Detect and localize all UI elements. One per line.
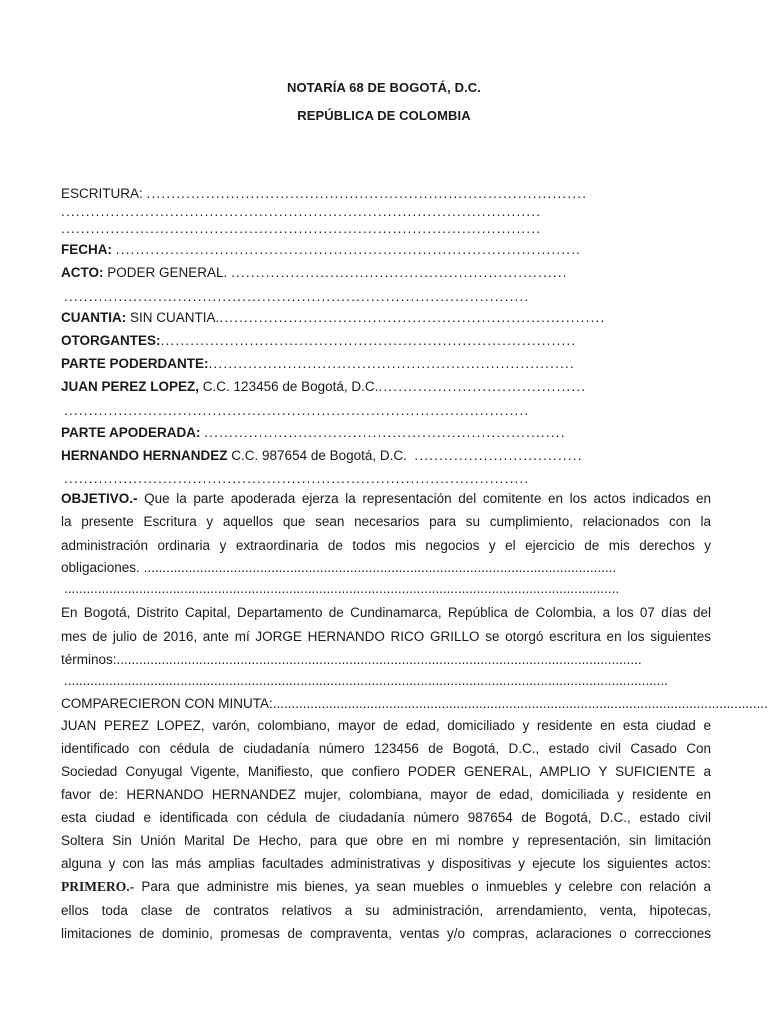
primero-label: PRIMERO.-: [61, 879, 135, 894]
otorgantes-line: OTORGANTES:....................................................................................: [61, 333, 577, 348]
poderdante-label: PARTE PODERDANTE:: [61, 356, 209, 371]
acto-label: ACTO:: [61, 265, 104, 280]
fecha-line: FECHA: ..............................................................................................: [61, 242, 582, 257]
poderdante-id: C.C. 123456 de Bogotá, D.C.: [202, 379, 379, 394]
comparecieron-line: COMPARECIERON CON MINUTA:....................................................................................................................................: [61, 696, 768, 711]
comparecieron-line-2: identificado con cédula de ciudadanía número 123456 de Bogotá, D.C., estado civil Casado Con: [61, 741, 711, 756]
comparecieron-line-5: esta ciudad e identificada con cédula de ciudadanía número 987654 de Bogotá, D.C., estado civil: [61, 810, 711, 825]
otorgantes-label: OTORGANTES:: [61, 333, 161, 348]
escritura-label: ESCRITURA:: [61, 186, 143, 201]
primero-line-1: PRIMERO.- Para que administre mis bienes, ya sean muebles o inmuebles y celebre con relación a: [61, 879, 711, 894]
notary-title: NOTARÍA 68 DE BOGOTÁ, D.C.: [286, 80, 481, 95]
comparecieron-line-6: Soltera Sin Unión Marital De Hecho, para que obre en mi nombre y representación, sin limitación: [61, 833, 711, 848]
apoderada-name: HERNANDO HERNANDEZ: [61, 448, 228, 463]
poderdante-person-line: JUAN PEREZ LOPEZ, C.C. 123456 de Bogotá, D.C...........................................: [61, 379, 587, 394]
intro-line-3: términos:............................................................................................................................................: [61, 652, 642, 667]
apoderada-label: PARTE APODERADA:: [61, 425, 201, 440]
country-title: REPÚBLICA DE COLOMBIA: [297, 108, 471, 123]
apoderada-line: PARTE APODERADA: .........................................................................: [61, 425, 566, 440]
acto-line: ACTO: PODER GENERAL. ....................................................................: [61, 265, 568, 280]
dotted-line: ..............................................................................................: [64, 471, 530, 486]
comparecieron-line-1: JUAN PEREZ LOPEZ, varón, colombiano, mayor de edad, domiciliado y residente en esta ciudad e: [61, 718, 711, 733]
objetivo-line-4: obligaciones. ..............................................................................................................................: [61, 560, 617, 575]
poderdante-line: PARTE PODERDANTE:..........................................................................: [61, 356, 575, 371]
dotted-line: ..............................................................................................: [64, 403, 530, 418]
dotted-line: ..............................................................................................: [64, 289, 530, 304]
acto-value: PODER GENERAL.: [107, 265, 228, 280]
primero-line-3: limitaciones de dominio, promesas de compraventa, ventas y/o compras, aclaraciones o correcciones: [61, 926, 711, 941]
comparecieron-line-7: alguna y con las más amplias facultades administrativas y dispositivas y ejecute los siguientes actos:: [61, 856, 711, 871]
comparecieron-label: COMPARECIERON CON MINUTA:: [61, 696, 273, 711]
fecha-label: FECHA:: [61, 242, 112, 257]
intro-line-2: mes de julio de 2016, ante mí JORGE HERNANDO RICO GRILLO se otorgó escritura en los siguientes: [61, 629, 711, 644]
dotted-line: .................................................................................................: [61, 204, 542, 219]
apoderada-id: C.C. 987654 de Bogotá, D.C.: [231, 448, 407, 463]
apoderada-person-line: HERNANDO HERNANDEZ C.C. 987654 de Bogotá, D.C. ..................................: [61, 448, 583, 463]
intro-line-1: En Bogotá, Distrito Capital, Departamento de Cundinamarca, República de Colombia, a los 07 días del: [61, 605, 711, 620]
objetivo-line-2: la presente Escritura y aquellos que sean necesarios para su cumplimiento, relacionados con la: [61, 514, 711, 529]
escritura-line: ESCRITURA: .........................................................................................: [61, 186, 588, 201]
objetivo-label: OBJETIVO.-: [61, 491, 138, 506]
dotted-line: ....................................................................................................................................................: [64, 581, 620, 596]
objetivo-line-1: OBJETIVO.- Que la parte apoderada ejerza la representación del comitente en los actos indicados en: [61, 491, 711, 506]
dotted-line: .................................................................................................: [61, 221, 542, 236]
comparecieron-line-4: favor de: HERNANDO HERNANDEZ mujer, colombiana, mayor de edad, domiciliada y residente en: [61, 787, 711, 802]
primero-line-2: ellos toda clase de contratos relativos a su administración, arrendamiento, venta, hipotecas,: [61, 903, 711, 918]
poderdante-name: JUAN PEREZ LOPEZ,: [61, 379, 200, 394]
cuantia-value: SIN CUANTIA.: [130, 310, 220, 325]
dotted-line: .................................................................................................................................................................: [64, 673, 668, 688]
cuantia-label: CUANTIA:: [61, 310, 127, 325]
objetivo-line-3: administración ordinaria y extraordinaria de todos mis negocios y el ejercicio de mis derechos y: [61, 538, 711, 553]
cuantia-line: CUANTIA: SIN CUANTIA...............................................................................: [61, 310, 606, 325]
comparecieron-line-3: Sociedad Conyugal Vigente, Manifiesto, que confiero PODER GENERAL, AMPLIO Y SUFICIENTE a: [61, 764, 711, 779]
